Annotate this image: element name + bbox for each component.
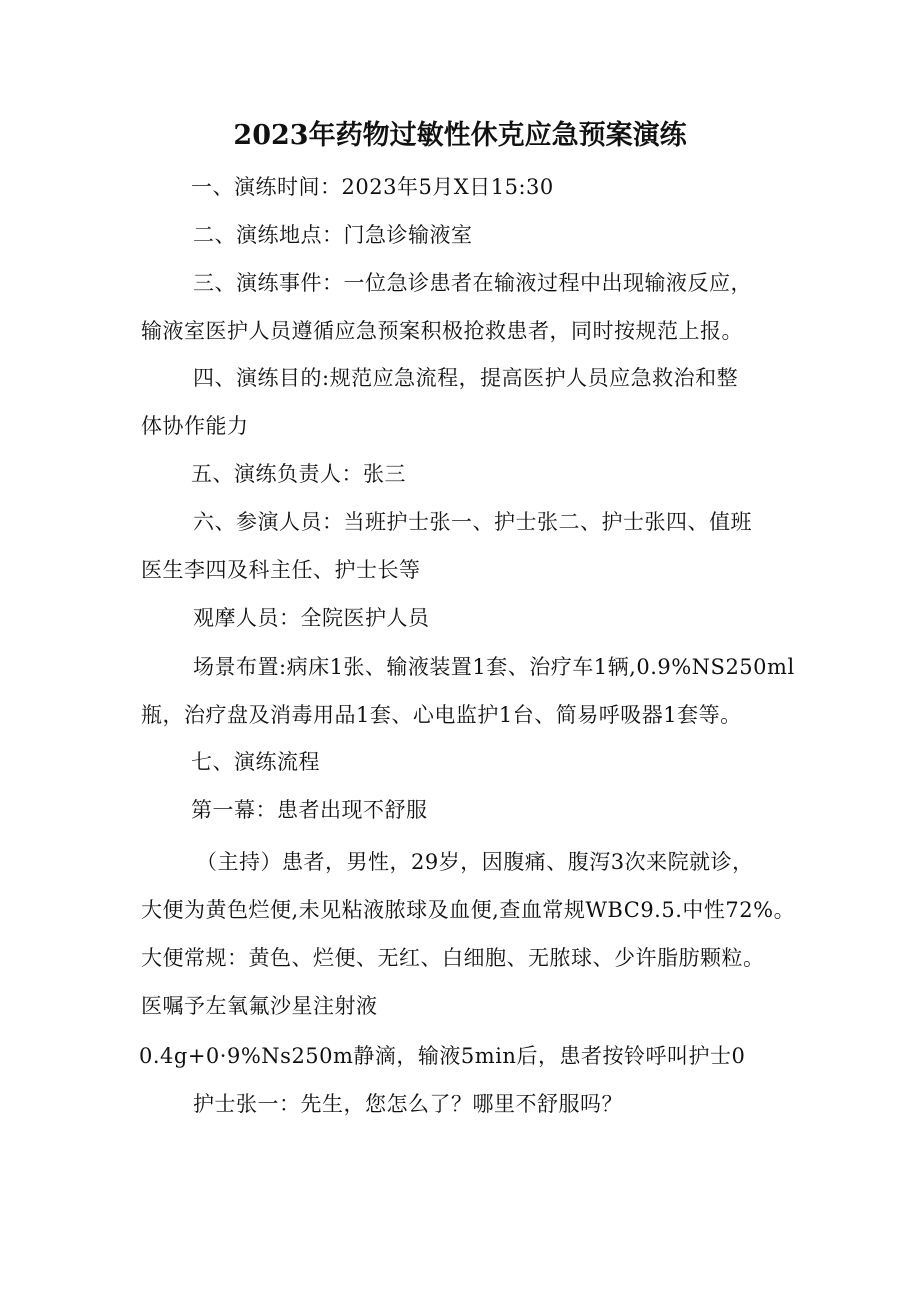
scene-setup-line-1: 场景布置:病床1张、输液装置1套、治疗车1辆,0.9%NS250ml [193, 655, 795, 679]
participants-line-2: 医生李四及科主任、护士长等 [141, 558, 421, 582]
drill-process-heading: 七、演练流程 [191, 750, 320, 774]
participants-line-1: 六、参演人员：当班护士张一、护士张二、护士张四、值班 [193, 510, 752, 534]
case-line-2: 大便为黄色烂便,未见粘液脓球及血便,查血常规WBC9.5.中性72%。 [141, 898, 796, 922]
case-line-4: 医嘱予左氧氟沙星注射液 [141, 994, 378, 1018]
case-line-3: 大便常规：黄色、烂便、无红、白细胞、无脓球、少许脂肪颗粒。 [141, 946, 765, 970]
drill-leader-line: 五、演练负责人：张三 [191, 462, 406, 486]
scene-setup-line-2: 瓶，治疗盘及消毒用品1套、心电监护1台、简易呼吸器1套等。 [141, 703, 742, 727]
drill-time-line: 一、演练时间：2023年5月X日15:30 [191, 175, 554, 199]
case-line-1: （主持）患者，男性，29岁，因腹痛、腹泻3次来院就诊， [196, 850, 754, 874]
case-line-5: 0.4g+0·9%Ns250m静滴，输液5min后，患者按铃呼叫护士0 [139, 1044, 746, 1068]
drill-event-line-1: 三、演练事件：一位急诊患者在输液过程中出现输液反应， [193, 271, 752, 295]
drill-purpose-line-2: 体协作能力 [141, 414, 249, 438]
observers-line: 观摩人员：全院医护人员 [193, 606, 430, 630]
document-title: 2023年药物过敏性休克应急预案演练 [233, 120, 687, 151]
act-one-heading: 第一幕：患者出现不舒服 [191, 798, 428, 822]
nurse-dialogue-line: 护士张一：先生，您怎么了？哪里不舒服吗？ [193, 1092, 623, 1116]
drill-event-line-2: 输液室医护人员遵循应急预案积极抢救患者，同时按规范上报。 [141, 319, 743, 343]
drill-purpose-line-1: 四、演练目的:规范应急流程，提高医护人员应急救治和整 [193, 366, 739, 390]
drill-location-line: 二、演练地点：门急诊输液室 [193, 223, 473, 247]
